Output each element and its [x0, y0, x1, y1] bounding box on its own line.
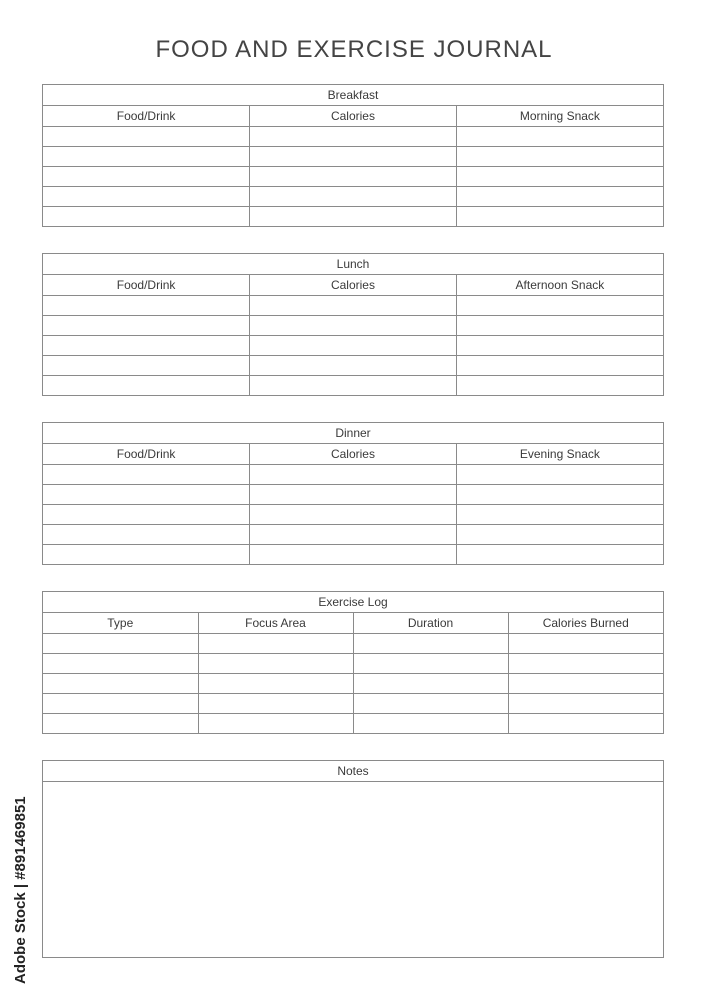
- table-row: [43, 335, 663, 355]
- stock-watermark: [8, 770, 32, 990]
- table-cell[interactable]: [456, 375, 663, 395]
- column-header: Food/Drink: [43, 444, 250, 464]
- table-cell[interactable]: [508, 673, 663, 693]
- table-row: [43, 295, 663, 315]
- table-cell[interactable]: [43, 295, 250, 315]
- table-cell[interactable]: [456, 464, 663, 484]
- table-cell[interactable]: [508, 653, 663, 673]
- table-cell[interactable]: [250, 335, 457, 355]
- breakfast-header: Breakfast: [43, 85, 663, 106]
- table-cell[interactable]: [508, 693, 663, 713]
- table-cell[interactable]: [250, 524, 457, 544]
- breakfast-section: [42, 84, 664, 227]
- table-row: [43, 206, 663, 226]
- table-cell[interactable]: [508, 713, 663, 733]
- table-cell[interactable]: [353, 713, 508, 733]
- table-cell[interactable]: [43, 713, 198, 733]
- table-row: [43, 633, 663, 653]
- table-cell[interactable]: [43, 544, 250, 564]
- table-cell[interactable]: [43, 375, 250, 395]
- lunch-section: [42, 253, 664, 396]
- table-cell[interactable]: [456, 315, 663, 335]
- table-header-row: [43, 444, 663, 464]
- table-row: [43, 186, 663, 206]
- table-cell[interactable]: [250, 355, 457, 375]
- table-cell[interactable]: [250, 295, 457, 315]
- table-row: [43, 484, 663, 504]
- table-cell[interactable]: [250, 504, 457, 524]
- table-header-row: [43, 613, 663, 633]
- table-cell[interactable]: [250, 464, 457, 484]
- column-header: Morning Snack: [456, 106, 663, 126]
- column-header: Food/Drink: [43, 275, 250, 295]
- table-cell[interactable]: [43, 484, 250, 504]
- table-cell[interactable]: [353, 693, 508, 713]
- table-cell[interactable]: [250, 146, 457, 166]
- exercise-log-table: [43, 613, 663, 733]
- table-cell[interactable]: [456, 355, 663, 375]
- page-title: FOOD AND EXERCISE JOURNAL: [155, 36, 553, 63]
- table-cell[interactable]: [198, 673, 353, 693]
- table-cell[interactable]: [43, 633, 198, 653]
- column-header: Food/Drink: [43, 106, 250, 126]
- table-cell[interactable]: [43, 653, 198, 673]
- table-cell[interactable]: [456, 504, 663, 524]
- table-cell[interactable]: [456, 524, 663, 544]
- table-row: [43, 653, 663, 673]
- lunch-header: Lunch: [43, 254, 663, 275]
- table-cell[interactable]: [353, 633, 508, 653]
- table-cell[interactable]: [508, 633, 663, 653]
- table-cell[interactable]: [43, 335, 250, 355]
- table-cell[interactable]: [43, 186, 250, 206]
- table-cell[interactable]: [353, 673, 508, 693]
- column-header: Calories: [250, 444, 457, 464]
- table-row: [43, 544, 663, 564]
- exercise-log-header: Exercise Log: [43, 592, 663, 613]
- dinner-header: Dinner: [43, 423, 663, 444]
- table-cell[interactable]: [198, 653, 353, 673]
- table-cell[interactable]: [43, 355, 250, 375]
- table-cell[interactable]: [250, 484, 457, 504]
- table-cell[interactable]: [353, 653, 508, 673]
- exercise-log-section: [42, 591, 664, 734]
- breakfast-table: [43, 106, 663, 226]
- lunch-table: [43, 275, 663, 395]
- table-cell[interactable]: [456, 146, 663, 166]
- table-cell[interactable]: [43, 315, 250, 335]
- table-row: [43, 693, 663, 713]
- watermark-text: Adobe Stock | #891469851: [12, 796, 29, 984]
- table-cell[interactable]: [43, 673, 198, 693]
- notes-section: [42, 760, 664, 958]
- table-cell[interactable]: [43, 206, 250, 226]
- table-row: [43, 146, 663, 166]
- table-cell[interactable]: [43, 464, 250, 484]
- table-cell[interactable]: [456, 335, 663, 355]
- table-row: [43, 315, 663, 335]
- table-cell[interactable]: [456, 544, 663, 564]
- notes-area[interactable]: [43, 782, 663, 957]
- table-row: [43, 504, 663, 524]
- table-cell[interactable]: [43, 166, 250, 186]
- table-row: [43, 713, 663, 733]
- table-cell[interactable]: [456, 186, 663, 206]
- table-cell[interactable]: [250, 206, 457, 226]
- table-cell[interactable]: [43, 693, 198, 713]
- column-header: Calories: [250, 106, 457, 126]
- table-cell[interactable]: [250, 375, 457, 395]
- column-header: Evening Snack: [456, 444, 663, 464]
- column-header: Calories: [250, 275, 457, 295]
- table-row: [43, 673, 663, 693]
- column-header: Duration: [353, 613, 508, 633]
- table-cell[interactable]: [43, 524, 250, 544]
- table-row: [43, 355, 663, 375]
- table-cell[interactable]: [43, 504, 250, 524]
- column-header: Afternoon Snack: [456, 275, 663, 295]
- table-cell[interactable]: [198, 693, 353, 713]
- table-cell[interactable]: [250, 166, 457, 186]
- column-header: Type: [43, 613, 198, 633]
- table-cell[interactable]: [456, 295, 663, 315]
- table-cell[interactable]: [43, 126, 250, 146]
- notes-header: Notes: [43, 761, 663, 782]
- table-cell[interactable]: [198, 633, 353, 653]
- column-header: Focus Area: [198, 613, 353, 633]
- table-cell[interactable]: [43, 146, 250, 166]
- column-header: Calories Burned: [508, 613, 663, 633]
- table-row: [43, 126, 663, 146]
- table-cell[interactable]: [456, 484, 663, 504]
- table-cell[interactable]: [456, 166, 663, 186]
- table-cell[interactable]: [456, 126, 663, 146]
- table-header-row: [43, 275, 663, 295]
- table-row: [43, 464, 663, 484]
- table-cell[interactable]: [250, 126, 457, 146]
- dinner-table: [43, 444, 663, 564]
- table-cell[interactable]: [250, 186, 457, 206]
- table-cell[interactable]: [198, 713, 353, 733]
- table-cell[interactable]: [250, 315, 457, 335]
- table-row: [43, 166, 663, 186]
- table-cell[interactable]: [250, 544, 457, 564]
- table-header-row: [43, 106, 663, 126]
- table-row: [43, 524, 663, 544]
- table-row: [43, 375, 663, 395]
- dinner-section: [42, 422, 664, 565]
- table-cell[interactable]: [456, 206, 663, 226]
